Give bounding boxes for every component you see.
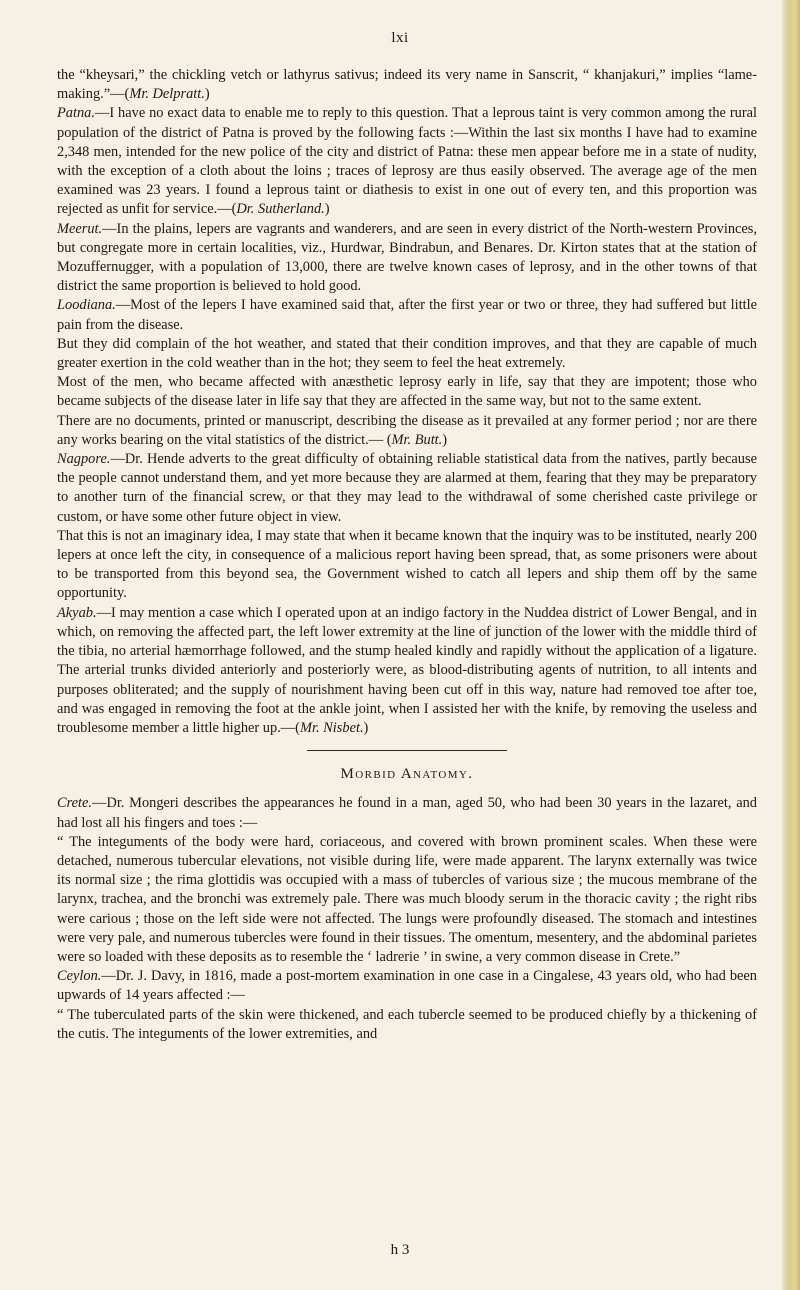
paragraph-text: —Dr. Hende adverts to the great difficulty of obtaining reliable statistical data from the natives, partly because the people cannot understand them, and yet more because they are alarmed at them, fearing that they may be preparatory to another turn of the financial screw, or that they may lead to the withdrawal of some cherished caste privilege or custom, or have some other future object in view. bbox=[57, 451, 757, 525]
paragraph bbox=[57, 220, 757, 297]
paragraph-text: —In the plains, lepers are vagrants and wanderers, and are seen in every district of the North-western Provinces, but congregate more in certain localities, viz., Hurdwar, Bindrabun, and Benares. Dr. Kirton states that at the station of Mozuffernugger, with a population of 13,000, there are twelve known cases of leprosy, and in the other towns of that district the same proportion is believed to hold good. bbox=[57, 220, 757, 295]
place-name: Akyab. bbox=[57, 604, 97, 621]
paragraph-text: —I may mention a case which I operated upon at an indigo factory in the Nuddea district of Lower Bengal, and in which, on removing the affected part, the left lower extremity at the line of junction of the lower with the middle third of the tibia, no arterial hæmorrhage followed, and the stump healed kindly and rapidly without the application of a ligature. The arterial trunks divided anteriorly and posteriorly were, as blood-distributing agents of nutrition, to all intents and purposes obliterated; and the supply of nourishment having been cut off in this way, nature had removed toe after toe, and was engaged in removing the foot at the ankle joint, when I assisted her with the knife, by removing the useless and troublesome member a little higher up.—( bbox=[57, 604, 757, 736]
place-name: Patna. bbox=[57, 105, 95, 122]
paragraph-text: Most of the men, who became affected with anæsthetic leprosy early in life, say that they are impotent; those who became subjects of the disease later in life say that they are affected in the same way, but not to the same extent. bbox=[57, 374, 757, 410]
paragraph bbox=[57, 412, 757, 450]
page-edge bbox=[782, 0, 800, 1290]
place-name: Meerut. bbox=[57, 220, 103, 237]
body-text bbox=[57, 66, 757, 1044]
paragraph-text: “ The integuments of the body were hard, coriaceous, and covered with brown prominent scales. When these were detached, numerous tubercular elevations, not visible during life, were made apparent. The larynx externally was twice its normal size ; the rima glottidis was occupied with a mass of tubercles of various size ; the mucous membrane of the larynx, trachea, and the bronchi was extremely pale. There was much bloody serum in the thoracic cavity ; the right ribs were carious ; those on the left side were not affected. The lungs were profoundly diseased. The stomach and intestines were very pale, and numerous tubercles were found in their tissues. The omentum, mesentery, and the abdominal parietes were so loaded with these deposits as to resemble the ‘ ladrerie ’ in swine, a very common disease in Crete.” bbox=[57, 833, 757, 965]
paragraph bbox=[57, 373, 757, 411]
paragraph bbox=[57, 450, 757, 527]
paragraph bbox=[57, 335, 757, 373]
paragraph bbox=[57, 967, 757, 1005]
paragraph-text: —Most of the lepers I have examined said that, after the first year or two or three, they had suffered but little pain from the disease. bbox=[57, 297, 757, 333]
closing-paren: ) bbox=[324, 201, 330, 218]
paragraph bbox=[57, 527, 757, 604]
section-heading: Morbid Anatomy. bbox=[340, 766, 474, 783]
paragraph-text: —Dr. Mongeri describes the appearances he found in a man, aged 50, who had been 30 years in the lazaret, and had lost all his fingers and toes :— bbox=[57, 795, 757, 831]
paragraph bbox=[57, 66, 757, 104]
paragraph-text: the “kheysari,” the chickling vetch or lathyrus sativus; indeed its very name in Sanscrit, “ khanjakuri,” implies “lame-making.”—( bbox=[57, 67, 757, 103]
paragraph bbox=[57, 104, 757, 219]
signature-mark: h 3 bbox=[390, 1242, 410, 1258]
paragraph-text: —Dr. J. Davy, in 1816, made a post-mortem examination in one case in a Cingalese, 43 years old, who had been upwards of 14 years affected :— bbox=[57, 968, 757, 1004]
attribution: Mr. Nisbet. bbox=[299, 719, 364, 736]
page-number: lxi bbox=[391, 30, 409, 46]
paragraph-text: But they did complain of the hot weather, and stated that their condition improves, and that they are capable of much greater exertion in the cold weather than in the hot; they seem to feel the heat extremely. bbox=[57, 335, 757, 372]
place-name: Crete. bbox=[57, 795, 93, 812]
paragraph bbox=[57, 296, 757, 334]
paragraph bbox=[57, 833, 757, 967]
attribution: Dr. Sutherland. bbox=[236, 201, 325, 218]
closing-paren: ) bbox=[204, 86, 210, 103]
attribution: Mr. Butt. bbox=[391, 431, 443, 448]
paragraph bbox=[57, 604, 757, 738]
paragraph bbox=[57, 1006, 757, 1044]
place-name: Loodiana. bbox=[57, 297, 116, 314]
paragraph-text: That this is not an imaginary idea, I may state that when it became known that the inquiry was to be instituted, nearly 200 lepers at once left the city, in consequence of a malicious report having been spread, that, as some prisoners were about to be transported from this beyond sea, the Government wished to catch all lepers and ship them off by the same opportunity. bbox=[57, 527, 757, 602]
section-divider bbox=[307, 750, 507, 751]
morbid-anatomy-section bbox=[57, 794, 757, 1044]
place-name: Ceylon. bbox=[57, 968, 102, 985]
paragraph-text: There are no documents, printed or manuscript, describing the disease as it prevailed at any former period ; nor are there any works bearing on the vital statistics of the district.— ( bbox=[57, 412, 757, 448]
attribution: Mr. Delpratt. bbox=[129, 86, 205, 103]
reports-section bbox=[57, 66, 757, 738]
place-name: Nagpore. bbox=[57, 451, 111, 468]
paragraph-text: “ The tuberculated parts of the skin were thickened, and each tubercle seemed to be produced chiefly by a thickening of the cutis. The integuments of the lower extremities, and bbox=[57, 1006, 757, 1042]
closing-paren: ) bbox=[363, 719, 369, 736]
paragraph-text: —I have no exact data to enable me to reply to this question. That a leprous taint is very common among the rural population of the district of Patna is proved by the following facts :—Within the last six months I have had to examine 2,348 men, intended for the new police of the city and district of Patna: these men appear before me in a state of nudity, with the exception of a cloth about the loins ; traces of leprosy are thus easily observed. The average age of the men examined was 23 years. I found a leprous taint or diathesis to exist in one out of every ten, and this proportion was rejected as unfit for service.—( bbox=[57, 105, 757, 218]
closing-paren: ) bbox=[442, 431, 448, 448]
paragraph bbox=[57, 794, 757, 832]
